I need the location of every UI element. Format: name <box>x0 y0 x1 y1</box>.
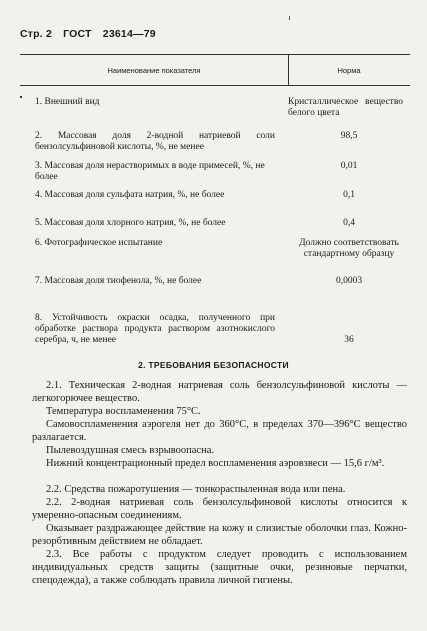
table-header <box>20 55 410 86</box>
row-name: 8. Устойчивость окраски осадка, полученного при обработке раствора продукта раствором азотнокислого серебра, ч, не менее <box>35 313 275 345</box>
row-norm: 0,4 <box>343 218 355 228</box>
row-name: 6. Фотографическое испытание <box>35 238 163 248</box>
specification-table <box>20 54 410 345</box>
paragraph: Самовоспламенения аэрогеля нет до 360°С, в пределах 370—396°С вещество разлагается. <box>32 419 407 443</box>
paragraph: Нижний концентрационный предел воспламенения аэровзвеси — 15,6 г/м³. <box>46 458 385 469</box>
row-norm: 0,01 <box>340 161 358 171</box>
row-norm: 0,0003 <box>335 276 363 286</box>
row-norm: 98,5 <box>340 131 358 141</box>
row-norm: 36 <box>344 335 354 345</box>
scan-dot <box>20 96 22 98</box>
paragraph: Температура воспламенения 75°С. <box>46 406 201 417</box>
row-name: 1. Внешний вид <box>35 97 100 107</box>
paragraph: 2.2. Средства пожаротушения — тонкораспыленная вода или пена. <box>46 484 346 495</box>
row-name: 4. Массовая доля сульфата натрия, %, не более <box>35 190 225 200</box>
paragraph: Оказывает раздражающее действие на кожу и слизистые оболочки глаз. Кожно-резорбтивным действием не обладает. <box>32 523 407 547</box>
row-name: 3. Массовая доля нерастворимых в воде примесей, %, не более <box>35 161 265 182</box>
scan-mark <box>289 16 290 20</box>
paragraph: 2.2. 2-водная натриевая соль бензолсульфиновой кислоты относится к умеренно-опасным соединениям. <box>32 497 407 521</box>
row-name: 7. Массовая доля тиофенола, %, не более <box>35 276 202 286</box>
paragraph: 2.1. Техническая 2-водная натриевая соль бензолсульфиновой кислоты — легкогорючее вещество. <box>32 380 407 404</box>
row-norm: Должно соответствовать стандартному образцу <box>299 238 399 259</box>
page-number: Стр. 2 <box>20 28 53 40</box>
page-header <box>20 28 164 40</box>
row-norm: Кристаллическое вещество белого цвета <box>288 97 403 118</box>
column-header-name: Наименование показателя <box>107 66 201 75</box>
paragraph: Пылевоздушная смесь взрывоопасна. <box>46 445 214 456</box>
row-norm: 0,1 <box>343 190 355 200</box>
row-name: 2. Массовая доля 2-водной натриевой соли бензолсульфиновой кислоты, %, не менее <box>35 131 275 152</box>
gost-label: ГОСТ <box>63 28 92 40</box>
row-name: 5. Массовая доля хлорного натрия, %, не более <box>35 218 226 228</box>
section-title: 2. ТРЕБОВАНИЯ БЕЗОПАСНОСТИ <box>138 360 289 370</box>
column-header-norm: Норма <box>337 66 361 75</box>
gost-number: 23614—79 <box>102 28 156 40</box>
paragraph: 2.3. Все работы с продуктом следует проводить с использованием индивидуальных средств защиты (защитные очки, резиновые перчатки, спецодежда), а также соблюдать правила личной гигиены. <box>32 549 407 586</box>
